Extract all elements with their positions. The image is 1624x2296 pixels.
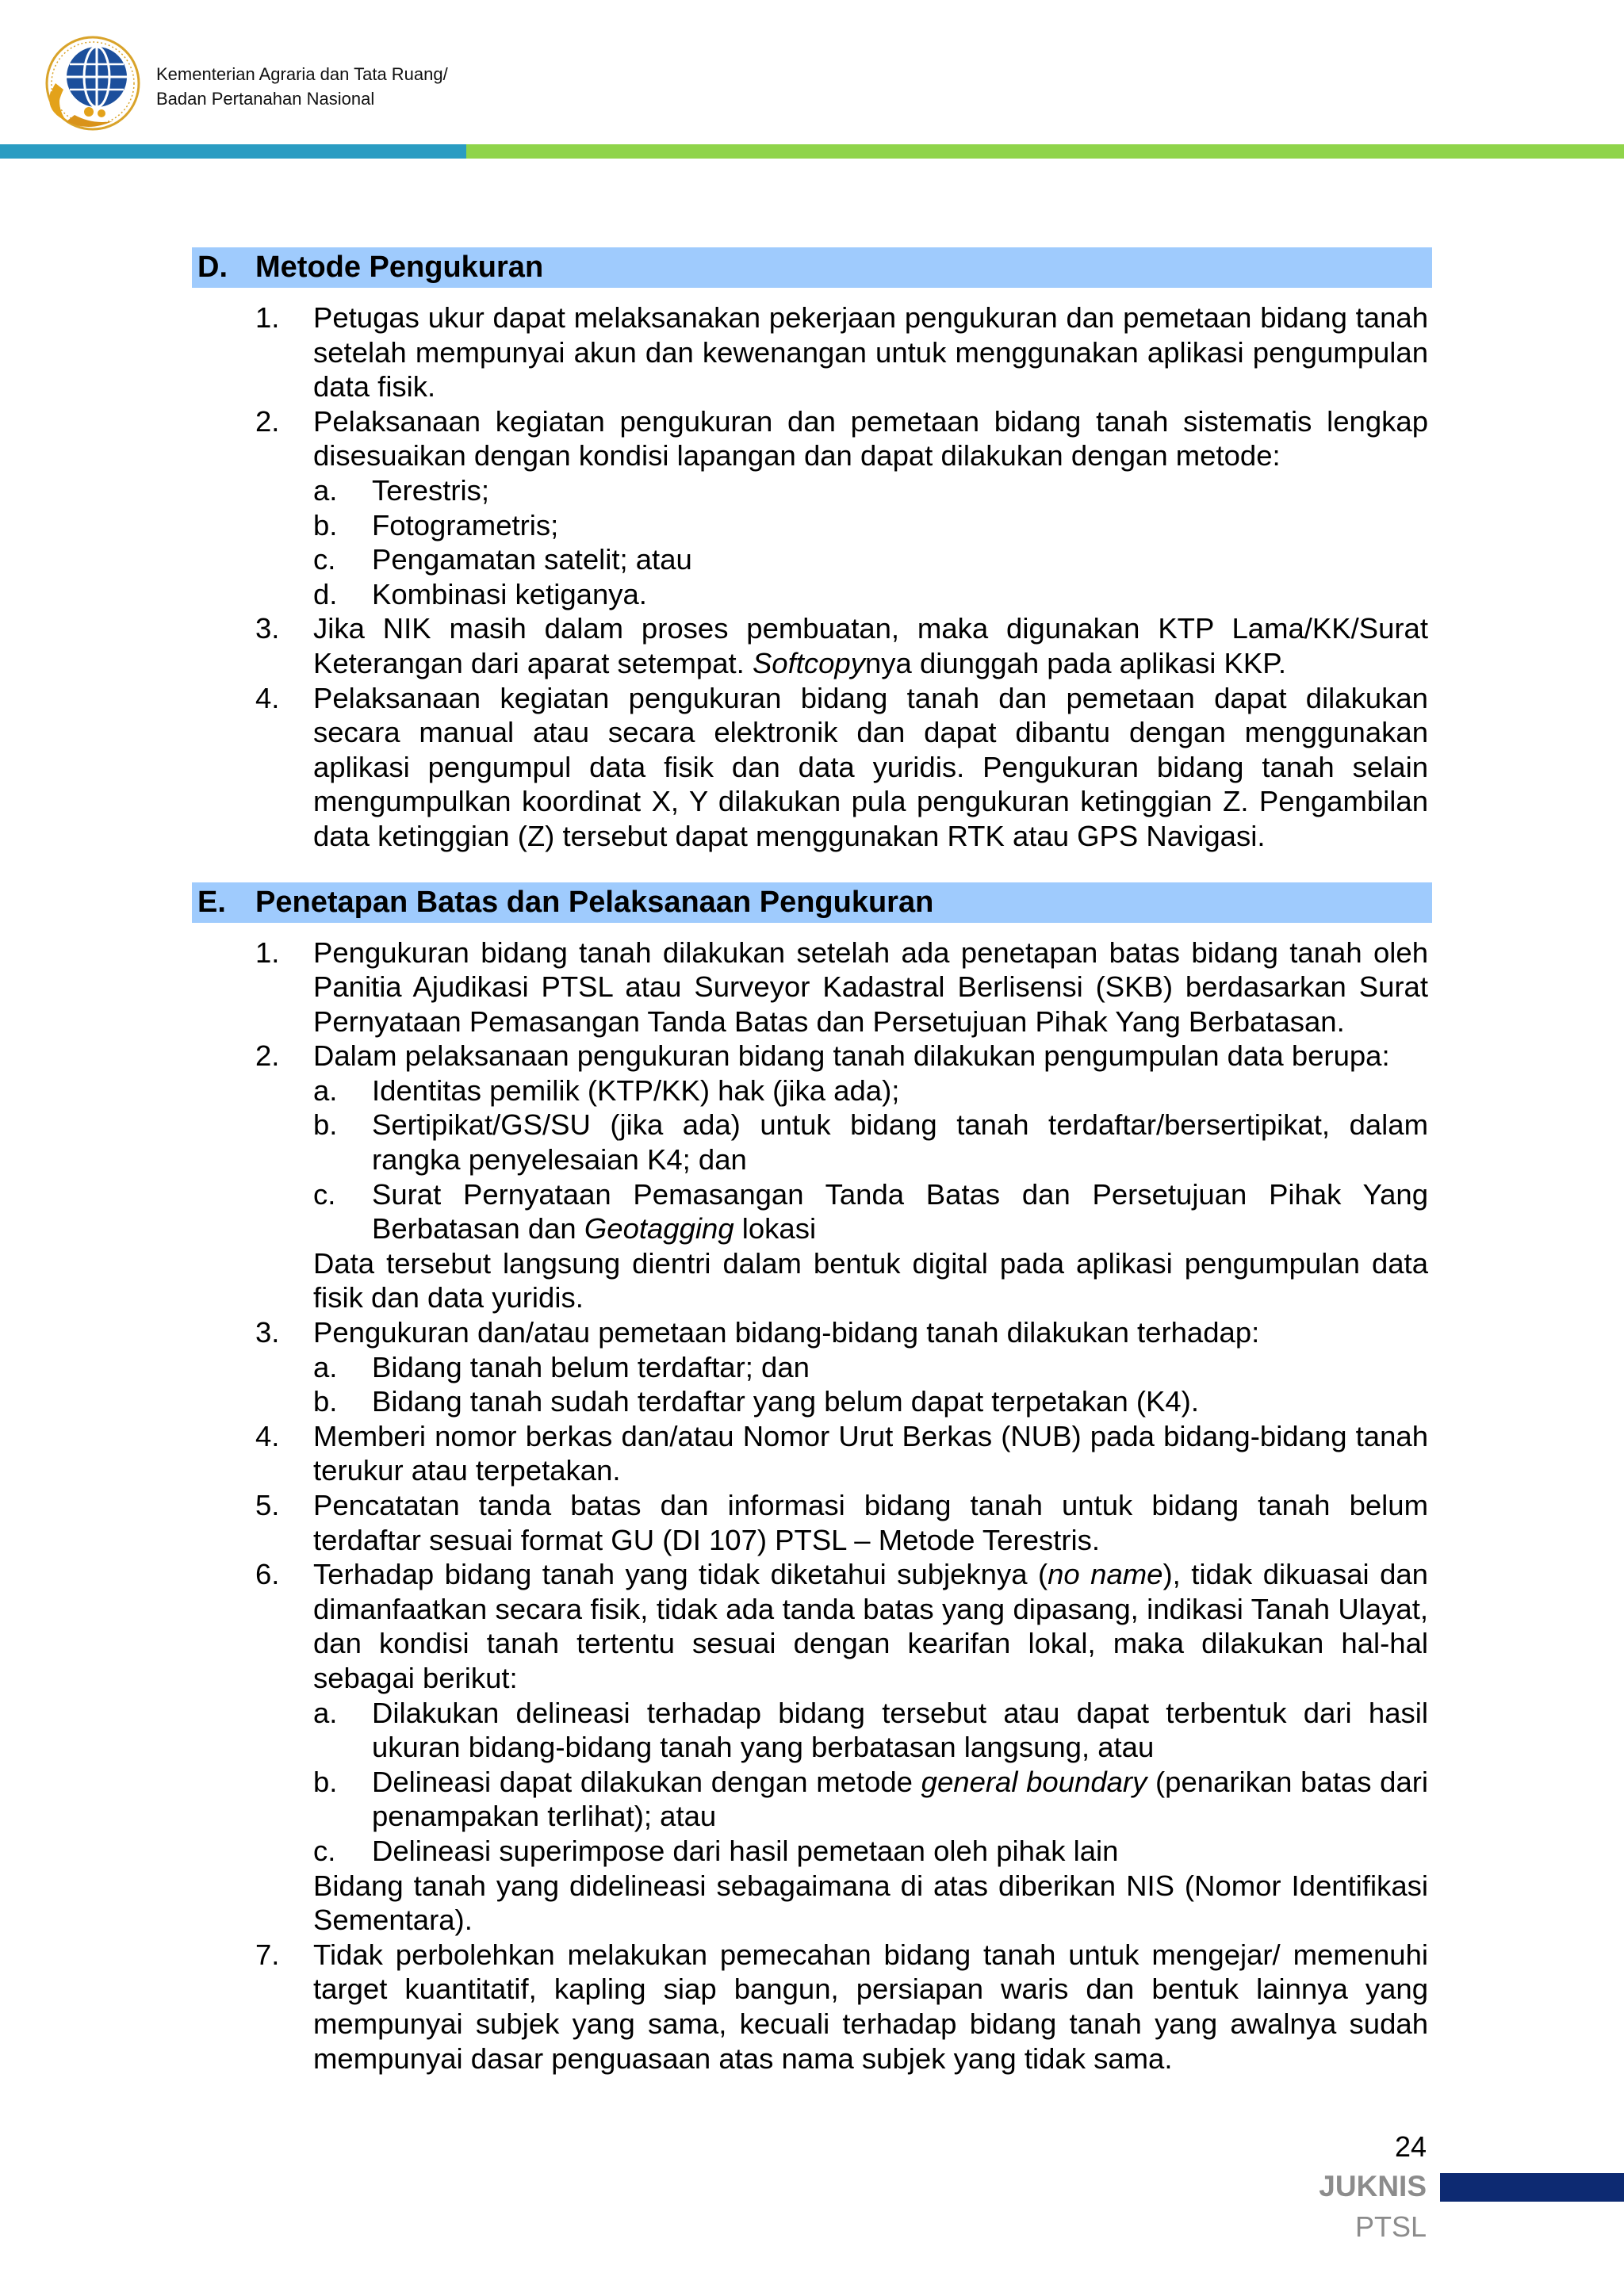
sub-list-item bbox=[313, 1834, 1428, 1869]
document-body bbox=[192, 247, 1432, 2076]
page-number: 24 bbox=[1394, 2130, 1427, 2163]
sub-item-text bbox=[372, 1765, 1428, 1834]
section-title: Metode Pengukuran bbox=[255, 251, 544, 284]
sub-item-letter: a. bbox=[313, 473, 338, 507]
item-followup-text: Data tersebut langsung dientri dalam bentuk digital pada aplikasi pengumpulan data fisik dan data yuridis. bbox=[313, 1246, 1428, 1314]
section-heading-d bbox=[192, 247, 1432, 288]
list-item bbox=[192, 1488, 1432, 1557]
item-number: 1. bbox=[255, 936, 280, 969]
item-number: 3. bbox=[255, 612, 280, 645]
sub-item-text: Dilakukan delineasi terhadap bidang tersebut atau dapat terbentuk dari hasil ukuran bidang-bidang tanah yang berbatasan langsung, atau bbox=[372, 1696, 1428, 1764]
organization-line-1: Kementerian Agraria dan Tata Ruang/ bbox=[156, 64, 448, 84]
sub-item-text: Bidang tanah sudah terdaftar yang belum dapat terpetakan (K4). bbox=[372, 1385, 1199, 1418]
item-text: Tidak perbolehkan melakukan pemecahan bidang tanah untuk mengejar/ memenuhi target kuantitatif, kapling siap bangun, persiapan waris dan bentuk lainnya yang mempunyai subjek yang sama, kecuali terhadap bidang tanah yang awalnya sudah mempunyai dasar penguasaan atas nama subjek yang tidak sama. bbox=[313, 1938, 1428, 2075]
list-item bbox=[192, 1557, 1432, 1938]
sub-item-letter: b. bbox=[313, 508, 338, 541]
item-text: Pencatatan tanda batas dan informasi bidang tanah untuk bidang tanah belum terdaftar sesuai format GU (DI 107) PTSL – Metode Terestris. bbox=[313, 1489, 1428, 1556]
sub-list-item bbox=[313, 1073, 1428, 1108]
sub-list-item bbox=[313, 508, 1428, 543]
list-item bbox=[192, 300, 1432, 404]
header-bar-blue bbox=[0, 144, 466, 159]
text-run: Surat Pernyataan Pemasangan Tanda Batas dan Persetujuan Pihak Yang Berbatasan dan bbox=[372, 1177, 1428, 1246]
text-run: nya diunggah pada aplikasi KKP. bbox=[864, 646, 1286, 679]
list-item bbox=[192, 681, 1432, 854]
sub-item-text: Pengamatan satelit; atau bbox=[372, 543, 692, 576]
organization-line-2: Badan Pertanahan Nasional bbox=[156, 89, 375, 109]
organization-name bbox=[156, 62, 448, 111]
item-number: 4. bbox=[255, 1419, 280, 1452]
sub-list-item bbox=[313, 542, 1428, 577]
sub-list bbox=[313, 1350, 1428, 1419]
list-item bbox=[192, 1315, 1432, 1419]
item-number: 5. bbox=[255, 1489, 280, 1521]
text-run: Delineasi dapat dilakukan dengan metode bbox=[372, 1765, 921, 1798]
item-number: 1. bbox=[255, 301, 280, 334]
item-number: 6. bbox=[255, 1558, 280, 1591]
item-text: Pengukuran bidang tanah dilakukan setelah ada penetapan batas bidang tanah oleh Panitia Ajudikasi PTSL atau Surveyor Kadastral Berlisensi (SKB) berdasarkan Surat Pernyataan Pemasangan Tanda Batas dan Persetujuan Pihak Yang Berbatasan. bbox=[313, 936, 1428, 1038]
italic-term: no name bbox=[1048, 1558, 1163, 1591]
text-run: (penarikan batas dari penampakan terlihat); atau bbox=[372, 1765, 1429, 1833]
item-text: Dalam pelaksanaan pengukuran bidang tanah dilakukan pengumpulan data berupa: bbox=[313, 1039, 1390, 1073]
sub-list-item bbox=[313, 1696, 1428, 1765]
sub-item-letter: a. bbox=[313, 1696, 338, 1729]
item-number: 7. bbox=[255, 1938, 280, 1971]
footer-bar bbox=[1440, 2173, 1624, 2202]
item-text: Pelaksanaan kegiatan pengukuran bidang tanah dan pemetaan dapat dilakukan secara manual atau secara elektronik dan dapat dibantu dengan menggunakan aplikasi pengumpul data fisik dan data yuridis. Pengukuran bidang tanah selain mengumpulkan koordinat X, Y dilakukan pula pengukuran ketinggian Z. Pengambilan data ketinggian (Z) tersebut dapat menggunakan RTK atau GPS Navigasi. bbox=[313, 681, 1428, 852]
text-run: Terhadap bidang tanah yang tidak diketahui subjeknya ( bbox=[313, 1558, 1048, 1591]
item-followup-text: Bidang tanah yang didelineasi sebagaimana di atas diberikan NIS (Nomor Identifikasi Sementara). bbox=[313, 1869, 1428, 1937]
list-item bbox=[192, 1419, 1432, 1488]
list-item bbox=[192, 1938, 1432, 2076]
sub-item-letter: c. bbox=[313, 543, 336, 576]
item-number: 4. bbox=[255, 681, 280, 714]
sub-item-letter: a. bbox=[313, 1073, 338, 1107]
sub-item-letter: a. bbox=[313, 1350, 338, 1383]
sub-list-item bbox=[313, 473, 1428, 508]
sub-item-letter: c. bbox=[313, 1834, 336, 1867]
sub-item-letter: b. bbox=[313, 1385, 338, 1418]
footer-juknis-label: JUKNIS bbox=[1319, 2170, 1427, 2202]
item-text: Pelaksanaan kegiatan pengukuran dan pemetaan bidang tanah sistematis lengkap disesuaikan dengan kondisi lapangan dan dapat dilakukan dengan metode: bbox=[313, 404, 1428, 473]
sub-list bbox=[313, 1073, 1428, 1246]
text-run: ), tidak dikuasai dan dimanfaatkan secara fisik, tidak ada tanda batas yang dipasang, indikasi Tanah Ulayat, dan kondisi tanah tertentu sesuai dengan kearifan lokal, maka dilakukan hal-hal sebagai berikut: bbox=[313, 1558, 1428, 1694]
sub-list bbox=[313, 473, 1428, 611]
item-text: Memberi nomor berkas dan/atau Nomor Urut Berkas (NUB) pada bidang-bidang tanah terukur atau terpetakan. bbox=[313, 1419, 1428, 1487]
sub-item-letter: d. bbox=[313, 577, 338, 610]
sub-list-item bbox=[313, 1108, 1428, 1177]
item-number: 2. bbox=[255, 1039, 280, 1073]
item-text: Pengukuran dan/atau pemetaan bidang-bidang tanah dilakukan terhadap: bbox=[313, 1316, 1260, 1349]
italic-term: general boundary bbox=[921, 1765, 1147, 1798]
section-d-list bbox=[192, 300, 1432, 854]
sub-item-text: Fotogrametris; bbox=[372, 508, 559, 541]
sub-list-item bbox=[313, 1384, 1428, 1419]
header-bar-green bbox=[466, 144, 1624, 159]
item-text bbox=[313, 611, 1428, 680]
sub-list-item bbox=[313, 1765, 1428, 1834]
section-letter: E. bbox=[197, 885, 226, 919]
item-text bbox=[313, 1557, 1428, 1695]
sub-item-letter: b. bbox=[313, 1765, 338, 1798]
item-number: 3. bbox=[255, 1316, 280, 1349]
text-run: Jika NIK masih dalam proses pembuatan, maka digunakan KTP Lama/KK/Surat Keterangan dari aparat setempat. bbox=[313, 612, 1428, 679]
sub-item-letter: b. bbox=[313, 1108, 338, 1142]
sub-list-item bbox=[313, 577, 1428, 612]
kementerian-atr-bpn-logo-icon bbox=[40, 36, 147, 135]
text-run: lokasi bbox=[733, 1212, 817, 1246]
section-heading-e bbox=[192, 882, 1432, 923]
sub-item-text: Kombinasi ketiganya. bbox=[372, 577, 647, 610]
sub-item-text: Terestris; bbox=[372, 473, 490, 507]
list-item bbox=[192, 1039, 1432, 1315]
item-number: 2. bbox=[255, 404, 280, 438]
sub-item-text bbox=[372, 1177, 1428, 1246]
italic-term: Softcopy bbox=[752, 646, 865, 679]
sub-list-item bbox=[313, 1177, 1428, 1246]
sub-item-text: Bidang tanah belum terdaftar; dan bbox=[372, 1350, 810, 1383]
sub-item-text: Identitas pemilik (KTP/KK) hak (jika ada); bbox=[372, 1073, 900, 1107]
sub-item-letter: c. bbox=[313, 1177, 336, 1211]
page-header bbox=[0, 0, 1624, 159]
item-text: Petugas ukur dapat melaksanakan pekerjaan pengukuran dan pemetaan bidang tanah setelah mempunyai akun dan kewenangan untuk menggunakan aplikasi pengumpulan data fisik. bbox=[313, 301, 1428, 404]
sub-list bbox=[313, 1696, 1428, 1869]
section-title: Penetapan Batas dan Pelaksanaan Pengukuran bbox=[255, 885, 934, 919]
section-e-list bbox=[192, 936, 1432, 2076]
section-letter: D. bbox=[197, 251, 228, 284]
sub-item-text: Sertipikat/GS/SU (jika ada) untuk bidang tanah terdaftar/bersertipikat, dalam rangka penyelesaian K4; dan bbox=[372, 1108, 1428, 1177]
footer-ptsl-label: PTSL bbox=[1354, 2210, 1427, 2243]
list-item bbox=[192, 404, 1432, 612]
list-item bbox=[192, 611, 1432, 680]
sub-item-text: Delineasi superimpose dari hasil pemetaan oleh pihak lain bbox=[372, 1834, 1119, 1867]
sub-list-item bbox=[313, 1350, 1428, 1385]
italic-term: Geotagging bbox=[584, 1212, 734, 1246]
list-item bbox=[192, 936, 1432, 1039]
